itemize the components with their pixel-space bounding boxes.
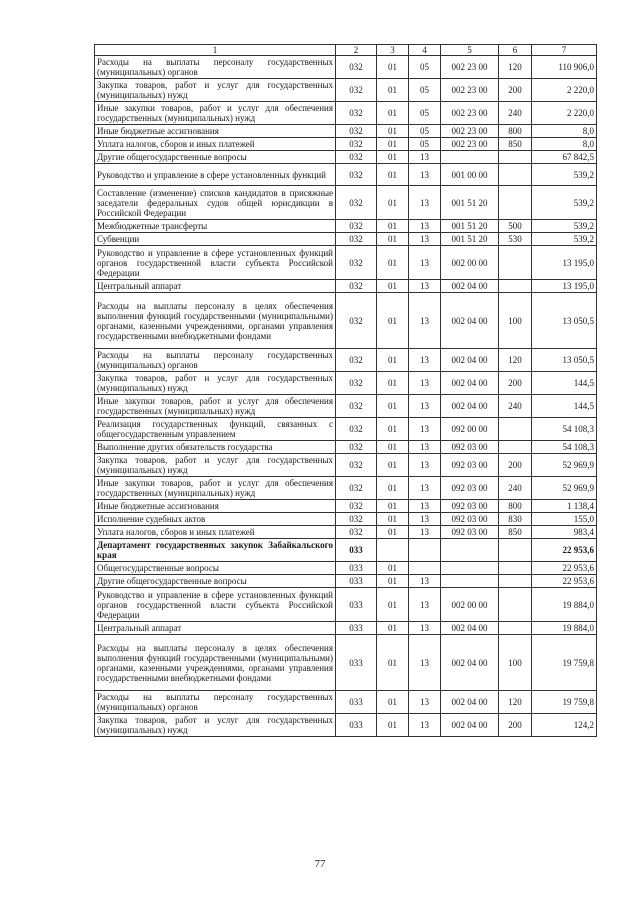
cell-target-article (441, 562, 499, 575)
row-name: Закупка товаров, работ и услуг для государственных (муниципальных) нужд (95, 79, 336, 102)
cell-ministry-code: 032 (336, 138, 377, 151)
cell-amount: 144,5 (532, 372, 597, 395)
cell-target-article: 002 04 00 (441, 349, 499, 372)
cell-amount: 2 220,0 (532, 102, 597, 125)
cell-amount: 539,2 (532, 233, 597, 246)
table-row (95, 293, 597, 349)
row-name: Уплата налогов, сборов и иных платежей (95, 138, 336, 151)
cell-target-article: 092 03 00 (441, 526, 499, 539)
cell-section: 01 (377, 151, 409, 164)
cell-expense-type (499, 246, 532, 280)
row-name: Другие общегосударственные вопросы (95, 151, 336, 164)
cell-section: 01 (377, 164, 409, 186)
cell-amount: 8,0 (532, 125, 597, 138)
col-header: 5 (441, 45, 499, 56)
cell-amount: 19 884,0 (532, 588, 597, 622)
row-name: Расходы на выплаты персоналу государственных (муниципальных) органов (95, 349, 336, 372)
cell-target-article (441, 151, 499, 164)
cell-section (377, 539, 409, 562)
cell-ministry-code: 032 (336, 418, 377, 441)
table-row (95, 164, 597, 186)
cell-ministry-code: 032 (336, 280, 377, 293)
table-row (95, 418, 597, 441)
cell-target-article (441, 539, 499, 562)
cell-target-article: 002 23 00 (441, 79, 499, 102)
cell-target-article: 092 03 00 (441, 477, 499, 500)
table-row (95, 56, 597, 79)
cell-subsection: 13 (409, 246, 441, 280)
cell-subsection: 13 (409, 454, 441, 477)
cell-section: 01 (377, 372, 409, 395)
cell-amount: 19 759,8 (532, 691, 597, 714)
cell-subsection: 13 (409, 372, 441, 395)
cell-target-article: 092 00 00 (441, 418, 499, 441)
row-name: Иные закупки товаров, работ и услуг для обеспечения государственных (муниципальных) нужд (95, 477, 336, 500)
cell-amount: 13 050,5 (532, 293, 597, 349)
cell-subsection: 13 (409, 280, 441, 293)
cell-target-article: 002 04 00 (441, 395, 499, 418)
cell-subsection: 13 (409, 220, 441, 233)
cell-subsection (409, 539, 441, 562)
budget-table (94, 44, 597, 737)
cell-expense-type: 240 (499, 102, 532, 125)
cell-section: 01 (377, 635, 409, 691)
cell-subsection: 13 (409, 233, 441, 246)
cell-subsection: 05 (409, 138, 441, 151)
cell-section: 01 (377, 79, 409, 102)
cell-section: 01 (377, 246, 409, 280)
cell-subsection: 13 (409, 164, 441, 186)
cell-subsection: 13 (409, 186, 441, 220)
cell-ministry-code: 033 (336, 575, 377, 588)
page-number: 77 (314, 858, 326, 870)
cell-target-article: 092 03 00 (441, 500, 499, 513)
cell-section: 01 (377, 395, 409, 418)
cell-ministry-code: 032 (336, 186, 377, 220)
cell-target-article: 002 00 00 (441, 588, 499, 622)
cell-subsection: 13 (409, 349, 441, 372)
cell-amount: 8,0 (532, 138, 597, 151)
cell-ministry-code: 032 (336, 513, 377, 526)
cell-ministry-code: 032 (336, 293, 377, 349)
cell-ministry-code: 032 (336, 500, 377, 513)
cell-target-article: 002 04 00 (441, 622, 499, 635)
cell-ministry-code: 032 (336, 477, 377, 500)
cell-section: 01 (377, 349, 409, 372)
row-name: Департамент государственных закупок Забайкальского края (95, 539, 336, 562)
cell-target-article: 001 51 20 (441, 233, 499, 246)
cell-ministry-code: 032 (336, 220, 377, 233)
cell-section: 01 (377, 441, 409, 454)
table-row (95, 395, 597, 418)
table-body (95, 45, 597, 737)
cell-expense-type: 200 (499, 79, 532, 102)
cell-subsection: 05 (409, 56, 441, 79)
cell-subsection: 13 (409, 635, 441, 691)
cell-target-article: 002 00 00 (441, 246, 499, 280)
cell-ministry-code: 032 (336, 349, 377, 372)
cell-subsection: 13 (409, 293, 441, 349)
table-row (95, 714, 597, 737)
cell-amount: 13 050,5 (532, 349, 597, 372)
row-name: Руководство и управление в сфере установленных функций органов государственной власти субъекта Российской Федерации (95, 588, 336, 622)
cell-target-article: 002 23 00 (441, 138, 499, 151)
row-name: Выполнение других обязательств государства (95, 441, 336, 454)
cell-amount: 67 842,5 (532, 151, 597, 164)
row-name: Межбюджетные трансферты (95, 220, 336, 233)
cell-subsection: 13 (409, 477, 441, 500)
cell-target-article: 092 03 00 (441, 441, 499, 454)
cell-target-article: 002 04 00 (441, 714, 499, 737)
cell-ministry-code: 032 (336, 125, 377, 138)
cell-expense-type (499, 418, 532, 441)
row-name: Закупка товаров, работ и услуг для государственных (муниципальных) нужд (95, 372, 336, 395)
cell-amount: 54 108,3 (532, 441, 597, 454)
cell-ministry-code: 033 (336, 562, 377, 575)
table-row (95, 562, 597, 575)
cell-amount: 539,2 (532, 164, 597, 186)
cell-section: 01 (377, 691, 409, 714)
table-row (95, 102, 597, 125)
cell-amount: 13 195,0 (532, 246, 597, 280)
cell-expense-type: 120 (499, 691, 532, 714)
cell-expense-type (499, 539, 532, 562)
cell-section: 01 (377, 575, 409, 588)
cell-section: 01 (377, 138, 409, 151)
table-row (95, 513, 597, 526)
cell-ministry-code: 032 (336, 79, 377, 102)
table-row (95, 233, 597, 246)
cell-subsection: 13 (409, 151, 441, 164)
cell-expense-type (499, 588, 532, 622)
row-name: Расходы на выплаты персоналу в целях обеспечения выполнения функций государственными (муниципальными) органами, казенными учреждениями, органами управления государственными внебюджетными фондами (95, 293, 336, 349)
cell-expense-type: 530 (499, 233, 532, 246)
cell-amount: 155,0 (532, 513, 597, 526)
cell-amount: 983,4 (532, 526, 597, 539)
cell-amount: 22 953,6 (532, 539, 597, 562)
cell-section: 01 (377, 513, 409, 526)
cell-section: 01 (377, 500, 409, 513)
table-row (95, 220, 597, 233)
cell-amount: 52 969,9 (532, 454, 597, 477)
cell-section: 01 (377, 477, 409, 500)
cell-amount: 19 759,8 (532, 635, 597, 691)
cell-subsection: 13 (409, 418, 441, 441)
row-name: Закупка товаров, работ и услуг для государственных (муниципальных) нужд (95, 714, 336, 737)
cell-ministry-code: 032 (336, 372, 377, 395)
table-row (95, 691, 597, 714)
cell-expense-type (499, 622, 532, 635)
row-name: Реализация государственных функций, связанных с общегосударственным управлением (95, 418, 336, 441)
cell-expense-type: 830 (499, 513, 532, 526)
cell-expense-type (499, 164, 532, 186)
cell-ministry-code: 032 (336, 164, 377, 186)
row-name: Иные закупки товаров, работ и услуг для обеспечения государственных (муниципальных) нужд (95, 395, 336, 418)
cell-amount: 52 969,9 (532, 477, 597, 500)
cell-amount: 22 953,6 (532, 562, 597, 575)
cell-target-article (441, 575, 499, 588)
table-row (95, 125, 597, 138)
cell-section: 01 (377, 125, 409, 138)
cell-section: 01 (377, 454, 409, 477)
cell-expense-type: 850 (499, 138, 532, 151)
cell-subsection: 13 (409, 622, 441, 635)
table-row (95, 246, 597, 280)
header-row (95, 45, 597, 56)
col-header: 3 (377, 45, 409, 56)
cell-target-article: 092 03 00 (441, 513, 499, 526)
row-name: Руководство и управление в сфере установленных функций (95, 164, 336, 186)
cell-expense-type: 240 (499, 477, 532, 500)
row-name: Расходы на выплаты персоналу государственных (муниципальных) органов (95, 691, 336, 714)
col-header: 6 (499, 45, 532, 56)
col-header: 2 (336, 45, 377, 56)
cell-expense-type (499, 562, 532, 575)
cell-ministry-code: 032 (336, 246, 377, 280)
row-name: Руководство и управление в сфере установленных функций органов государственной власти субъекта Российской Федерации (95, 246, 336, 280)
table-row (95, 349, 597, 372)
cell-amount: 124,2 (532, 714, 597, 737)
table-row (95, 441, 597, 454)
row-name: Исполнение судебных актов (95, 513, 336, 526)
row-name: Субвенции (95, 233, 336, 246)
table-row (95, 454, 597, 477)
row-name: Иные закупки товаров, работ и услуг для обеспечения государственных (муниципальных) нужд (95, 102, 336, 125)
cell-ministry-code: 033 (336, 691, 377, 714)
table-row (95, 588, 597, 622)
cell-target-article: 002 04 00 (441, 280, 499, 293)
row-name: Иные бюджетные ассигнования (95, 125, 336, 138)
table-row (95, 151, 597, 164)
cell-ministry-code: 032 (336, 56, 377, 79)
cell-amount: 1 138,4 (532, 500, 597, 513)
cell-amount: 110 906,0 (532, 56, 597, 79)
cell-subsection: 13 (409, 691, 441, 714)
cell-expense-type (499, 151, 532, 164)
cell-section: 01 (377, 588, 409, 622)
cell-amount: 144,5 (532, 395, 597, 418)
cell-ministry-code: 032 (336, 151, 377, 164)
cell-subsection: 13 (409, 441, 441, 454)
cell-target-article: 002 04 00 (441, 691, 499, 714)
cell-expense-type: 200 (499, 372, 532, 395)
cell-expense-type: 240 (499, 395, 532, 418)
row-name: Расходы на выплаты персоналу в целях обеспечения выполнения функций государственными (муниципальными) органами, казенными учреждениями, органами управления государственными внебюджетными фондами (95, 635, 336, 691)
cell-subsection: 05 (409, 79, 441, 102)
cell-amount: 2 220,0 (532, 79, 597, 102)
cell-ministry-code: 033 (336, 635, 377, 691)
cell-subsection: 13 (409, 588, 441, 622)
cell-expense-type: 800 (499, 500, 532, 513)
cell-subsection: 13 (409, 500, 441, 513)
table-row (95, 372, 597, 395)
cell-expense-type: 200 (499, 714, 532, 737)
cell-target-article: 001 00 00 (441, 164, 499, 186)
cell-amount: 19 884,0 (532, 622, 597, 635)
cell-section: 01 (377, 233, 409, 246)
col-header: 4 (409, 45, 441, 56)
cell-amount: 539,2 (532, 186, 597, 220)
cell-target-article: 002 04 00 (441, 293, 499, 349)
table-row (95, 280, 597, 293)
cell-expense-type: 850 (499, 526, 532, 539)
table-row (95, 79, 597, 102)
cell-ministry-code: 032 (336, 102, 377, 125)
cell-subsection: 05 (409, 102, 441, 125)
cell-target-article: 001 51 20 (441, 186, 499, 220)
row-name: Расходы на выплаты персоналу государственных (муниципальных) органов (95, 56, 336, 79)
cell-subsection: 13 (409, 526, 441, 539)
row-name: Другие общегосударственные вопросы (95, 575, 336, 588)
cell-expense-type: 120 (499, 349, 532, 372)
row-name: Общегосударственные вопросы (95, 562, 336, 575)
cell-section: 01 (377, 102, 409, 125)
cell-amount: 13 195,0 (532, 280, 597, 293)
cell-subsection: 13 (409, 714, 441, 737)
row-name: Уплата налогов, сборов и иных платежей (95, 526, 336, 539)
cell-ministry-code: 032 (336, 454, 377, 477)
cell-target-article: 001 51 20 (441, 220, 499, 233)
cell-ministry-code: 033 (336, 714, 377, 737)
cell-expense-type: 100 (499, 293, 532, 349)
cell-subsection (409, 562, 441, 575)
cell-section: 01 (377, 186, 409, 220)
table-row (95, 622, 597, 635)
cell-section: 01 (377, 220, 409, 233)
cell-section: 01 (377, 418, 409, 441)
table-row (95, 635, 597, 691)
row-name: Иные бюджетные ассигнования (95, 500, 336, 513)
cell-section: 01 (377, 280, 409, 293)
cell-section: 01 (377, 562, 409, 575)
cell-section: 01 (377, 526, 409, 539)
cell-section: 01 (377, 293, 409, 349)
table-row (95, 539, 597, 562)
col-header: 7 (532, 45, 597, 56)
cell-subsection: 13 (409, 395, 441, 418)
cell-ministry-code: 032 (336, 441, 377, 454)
cell-target-article: 002 23 00 (441, 56, 499, 79)
cell-target-article: 002 04 00 (441, 635, 499, 691)
row-name: Центральный аппарат (95, 622, 336, 635)
cell-subsection: 13 (409, 575, 441, 588)
cell-amount: 539,2 (532, 220, 597, 233)
cell-expense-type (499, 575, 532, 588)
cell-target-article: 092 03 00 (441, 454, 499, 477)
cell-ministry-code: 033 (336, 539, 377, 562)
cell-expense-type: 100 (499, 635, 532, 691)
cell-section: 01 (377, 714, 409, 737)
cell-expense-type (499, 280, 532, 293)
row-name: Центральный аппарат (95, 280, 336, 293)
table-row (95, 526, 597, 539)
row-name: Составление (изменение) списков кандидатов в присяжные заседатели федеральных судов общей юрисдикции в Российской Федерации (95, 186, 336, 220)
cell-ministry-code: 033 (336, 622, 377, 635)
cell-amount: 22 953,6 (532, 575, 597, 588)
cell-section: 01 (377, 56, 409, 79)
cell-target-article: 002 23 00 (441, 102, 499, 125)
table-row (95, 575, 597, 588)
cell-ministry-code: 033 (336, 588, 377, 622)
row-name: Закупка товаров, работ и услуг для государственных (муниципальных) нужд (95, 454, 336, 477)
cell-section: 01 (377, 622, 409, 635)
table-row (95, 477, 597, 500)
table-row (95, 138, 597, 151)
cell-subsection: 13 (409, 513, 441, 526)
cell-expense-type: 800 (499, 125, 532, 138)
table-row (95, 500, 597, 513)
cell-target-article: 002 04 00 (441, 372, 499, 395)
cell-expense-type: 120 (499, 56, 532, 79)
cell-amount: 54 108,3 (532, 418, 597, 441)
cell-subsection: 05 (409, 125, 441, 138)
table-row (95, 186, 597, 220)
col-header: 1 (95, 45, 336, 56)
cell-expense-type (499, 186, 532, 220)
cell-expense-type (499, 441, 532, 454)
cell-ministry-code: 032 (336, 395, 377, 418)
cell-expense-type: 500 (499, 220, 532, 233)
cell-target-article: 002 23 00 (441, 125, 499, 138)
cell-ministry-code: 032 (336, 526, 377, 539)
cell-expense-type: 200 (499, 454, 532, 477)
cell-ministry-code: 032 (336, 233, 377, 246)
